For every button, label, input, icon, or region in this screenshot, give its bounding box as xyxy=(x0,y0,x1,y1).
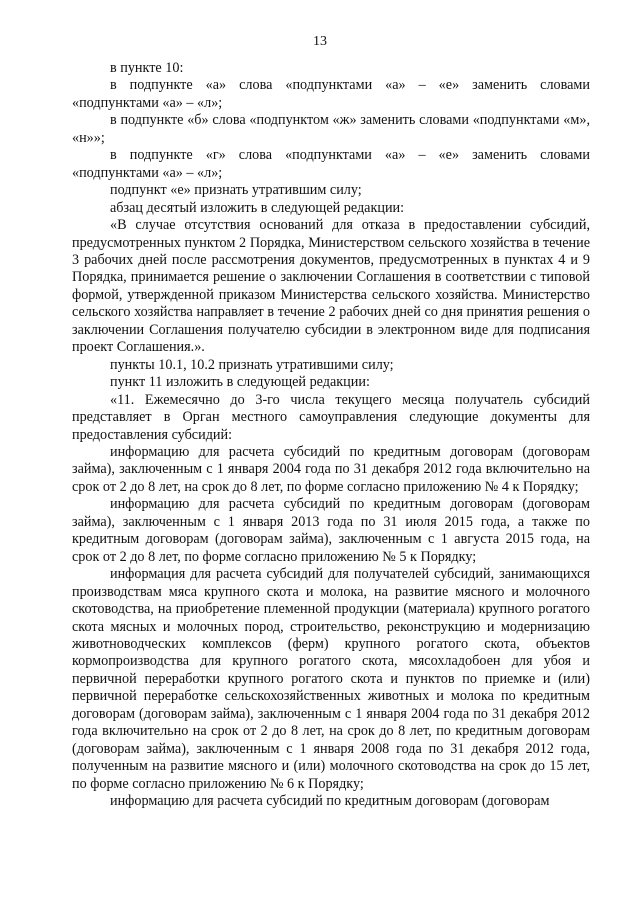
paragraph: пункты 10.1, 10.2 признать утратившими силу; xyxy=(110,356,394,373)
paragraph: «В случае отсутствия оснований для отказа в предоставлении субсидий, предусмотренных пунктом 2 Порядка, Министерством сельского хозяйства в течение 3 рабочих дней после рассмотрения документов, предусмотренных в пунктах 4 и 9 Порядка, принимается решение о заключении Соглашения в соответствии с типовой формой, утвержденной приказом Министерства сельского хозяйства. Министерство сельского хозяйства направляет в течение 2 рабочих дней со дня принятия решения о заключении Соглашения получателю субсидии в электронном виде для подписания проект Соглашения.». xyxy=(72,217,590,356)
paragraph: абзац десятый изложить в следующей редакции: xyxy=(110,199,405,216)
paragraph: «11. Ежемесячно до 3-го числа текущего месяца получатель субсидий представляет в Орган местного самоуправления следующие документы для предоставления субсидий: xyxy=(72,391,590,443)
paragraph: информация для расчета субсидий для получателей субсидий, занимающихся производствам мяса крупного скота и молока, на развитие мясного и молочного скотоводства, на приобретение племенной продукции (материала) крупного рогатого скота мясных и молочных пород, строительство, реконструкцию и модернизацию животноводческих комплексов (ферм) крупного рогатого скота, объектов кормопроизводства для крупного рогатого скота, мясохладобоен для убоя и первичной переработки крупного рогатого скота и пунктов по приемке и (или) первичной переработке сельскохозяйственных животных и молока по кредитным договорам (договорам займа), заключенным с 1 января 2004 года по 31 декабря 2012 года включительно на срок от 2 до 8 лет, на срок до 8 лет, по кредитным договорам (договорам займа), заключенным с 1 января 2008 года по 31 декабря 2012 года, полученным на развитие мясного и (или) молочного скотоводства на срок до 15 лет, по форме согласно приложению № 6 к Порядку; xyxy=(72,566,590,792)
paragraph: информацию для расчета субсидий по кредитным договорам (договорам займа), заключенным с 1 января 2004 года по 31 декабря 2012 года включительно на срок от 2 до 8 лет, на срок до 8 лет, по форме согласно приложению № 4 к Порядку; xyxy=(72,443,590,495)
paragraph: в подпункте «б» слова «подпунктом «ж» заменить словами «подпунктами «м», «н»»; xyxy=(72,112,590,146)
paragraph: информацию для расчета субсидий по кредитным договорам (договорам xyxy=(110,793,550,810)
paragraph: информацию для расчета субсидий по кредитным договорам (договорам займа), заключенным с 1 января 2013 года по 31 июля 2015 года, а также по кредитным договорам (договорам займа), заключенным с 1 августа 2015 года, на срок от 2 до 8 лет, по форме согласно приложению № 5 к Порядку; xyxy=(72,496,590,565)
paragraph: в подпункте «а» слова «подпунктами «а» – «е» заменить словами «подпунктами «а» – «л»; xyxy=(72,77,590,111)
paragraph: подпункт «е» признать утратившим силу; xyxy=(110,182,362,199)
paragraph: в подпункте «г» слова «подпунктами «а» – «е» заменить словами «подпунктами «а» – «л»; xyxy=(72,147,590,181)
document-body xyxy=(72,60,590,810)
paragraph: пункт 11 изложить в следующей редакции: xyxy=(110,374,370,391)
page-number: 13 xyxy=(313,34,327,49)
paragraph: в пункте 10: xyxy=(110,60,184,76)
